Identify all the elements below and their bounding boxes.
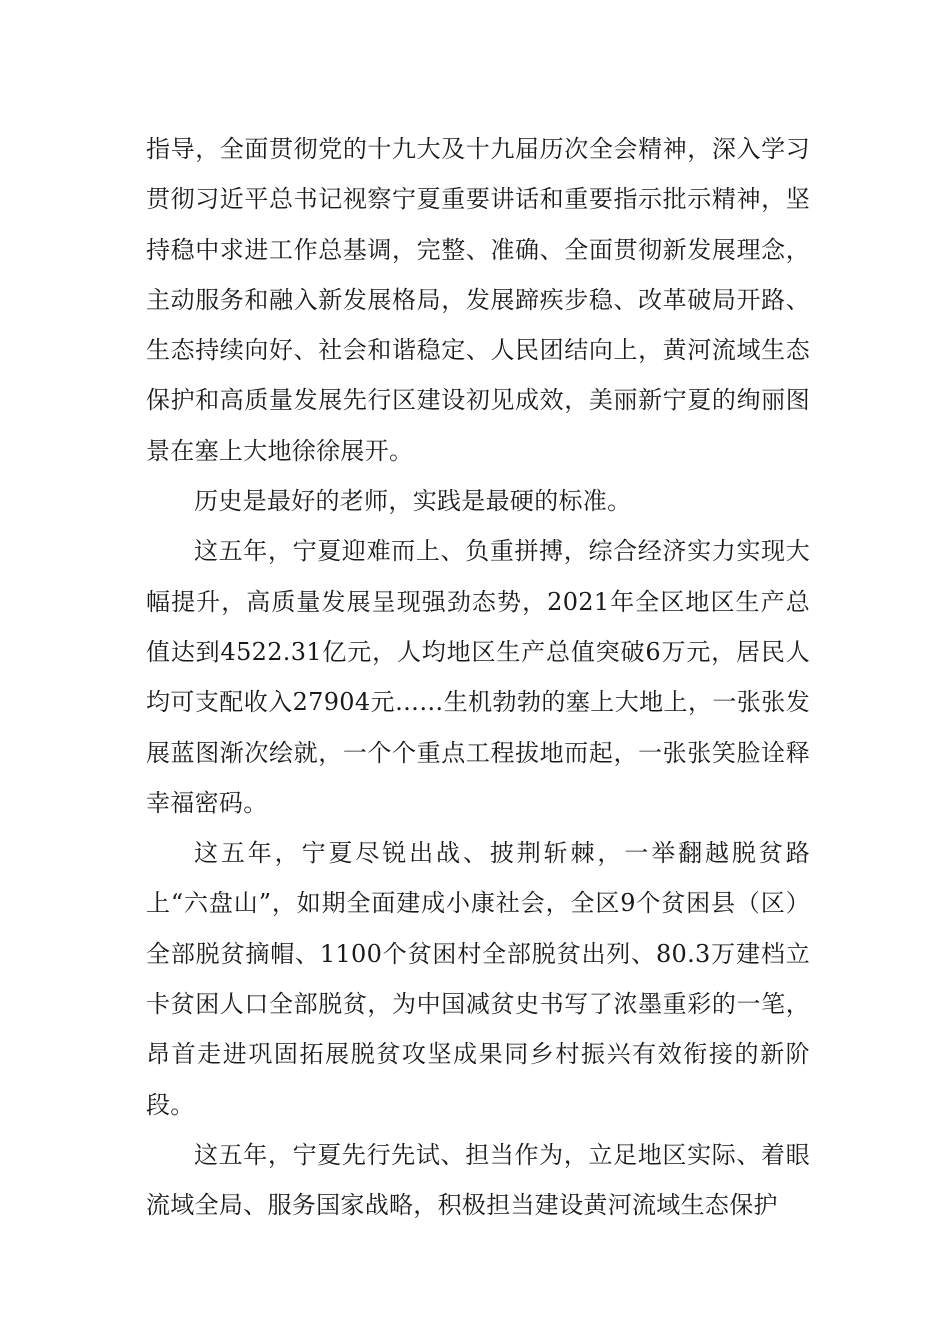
paragraph-3: 这五年，宁夏迎难而上、负重拼搏，综合经济实力实现大幅提升，高质量发展呈现强劲态势，2021年全区地区生产总值达到4522.31亿元，人均地区生产总值突破6万元，居民人均可支配收入27904元……生机勃勃的塞上大地上，一张张发展蓝图渐次绘就，一个个重点工程拔地而起，一张张笑脸诠释幸福密码。 [146, 537, 810, 817]
paragraph-2: 历史是最好的老师，实践是最硬的标准。 [194, 487, 632, 516]
paragraph-4: 这五年，宁夏尽锐出战、披荆斩棘，一举翻越脱贫路上“六盘山”，如期全面建成小康社会，全区9个贫困县（区）全部脱贫摘帽、1100个贫困村全部脱贫出列、80.3万建档立卡贫困人口全部脱贫，为中国减贫史书写了浓墨重彩的一笔，昂首走进巩固拓展脱贫攻坚成果同乡村振兴有效衔接的新阶段。 [146, 839, 810, 1119]
paragraph-5: 这五年，宁夏先行先试、担当作为，立足地区实际、着眼流域全局、服务国家战略，积极担当建设黄河流域生态保护 [146, 1140, 810, 1220]
document-body [146, 124, 810, 1231]
paragraph-1: 指导，全面贯彻党的十九大及十九届历次全会精神，深入学习贯彻习近平总书记视察宁夏重要讲话和重要指示批示精神，坚持稳中求进工作总基调，完整、准确、全面贯彻新发展理念，主动服务和融入新发展格局，发展蹄疾步稳、改革破局开路、生态持续向好、社会和谐稳定、人民团结向上，黄河流域生态保护和高质量发展先行区建设初见成效，美丽新宁夏的绚丽图景在塞上大地徐徐展开。 [146, 135, 810, 465]
